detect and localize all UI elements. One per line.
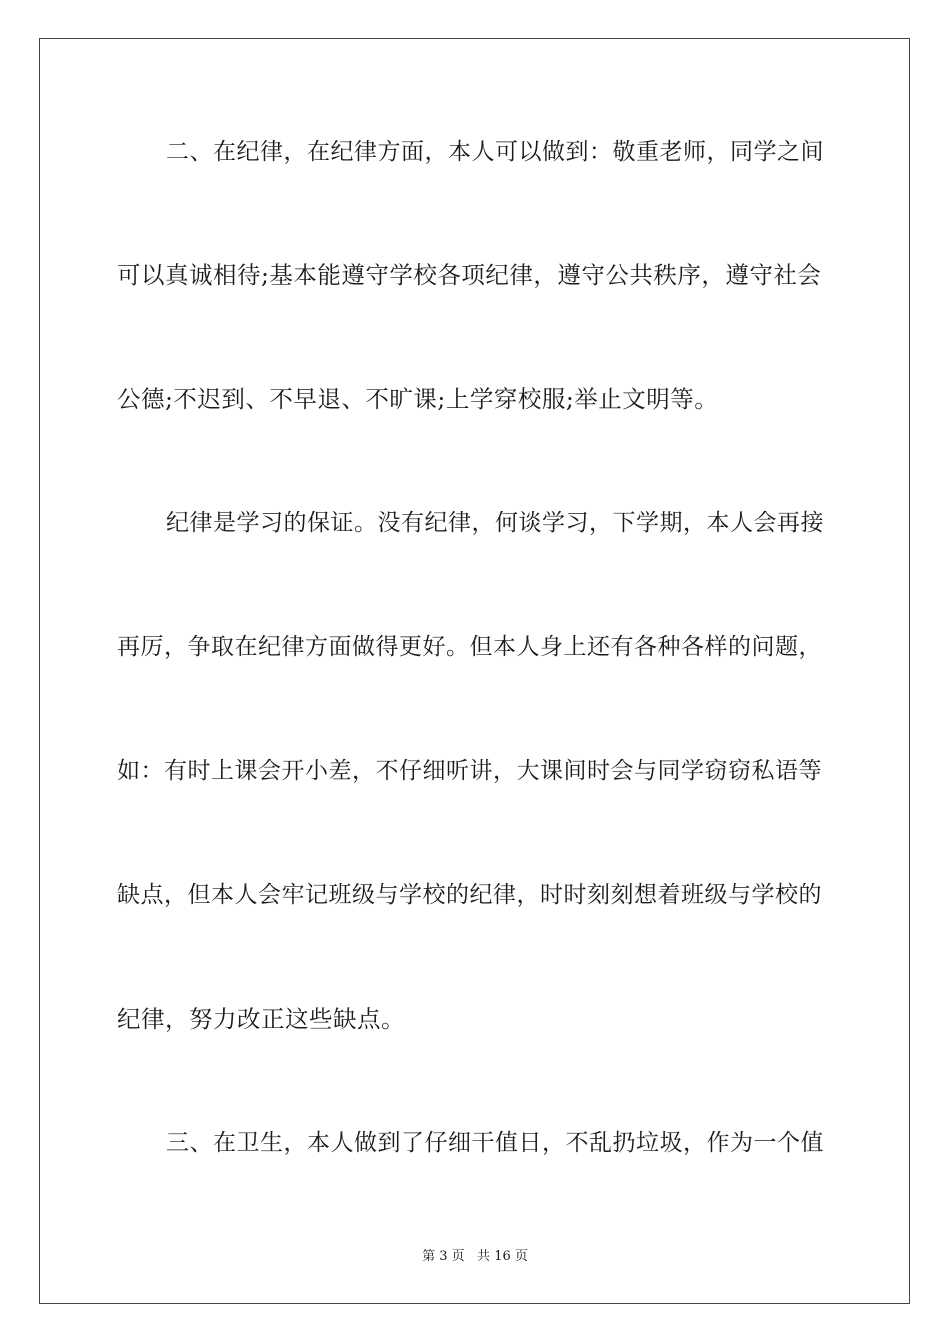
page-border	[39, 38, 910, 1304]
paragraph-line: 三、在卫生，本人做到了仔细干值日，不乱扔垃圾，作为一个值	[166, 1130, 824, 1156]
paragraph-line: 可以真诚相待;基本能遵守学校各项纪律，遵守公共秩序，遵守社会	[117, 261, 822, 289]
paragraph-line: 缺点，但本人会牢记班级与学校的纪律，时时刻刻想着班级与学校的	[117, 882, 822, 908]
paragraph-line: 如：有时上课会开小差，不仔细听讲，大课间时会与同学窃窃私语等	[117, 758, 822, 784]
page-number-footer: 第 3 页 共 16 页	[422, 1249, 528, 1264]
paragraph-line: 纪律，努力改正这些缺点。	[117, 1005, 405, 1033]
paragraph-line: 再厉，争取在纪律方面做得更好。但本人身上还有各种各样的问题，	[117, 634, 822, 660]
paragraph-line: 公德;不迟到、不早退、不旷课;上学穿校服;举止文明等。	[117, 385, 719, 413]
paragraph-line: 纪律是学习的保证。没有纪律，何谈学习，下学期，本人会再接	[166, 510, 824, 536]
paragraph-line: 二、在纪律，在纪律方面，本人可以做到：敬重老师，同学之间	[166, 139, 824, 165]
